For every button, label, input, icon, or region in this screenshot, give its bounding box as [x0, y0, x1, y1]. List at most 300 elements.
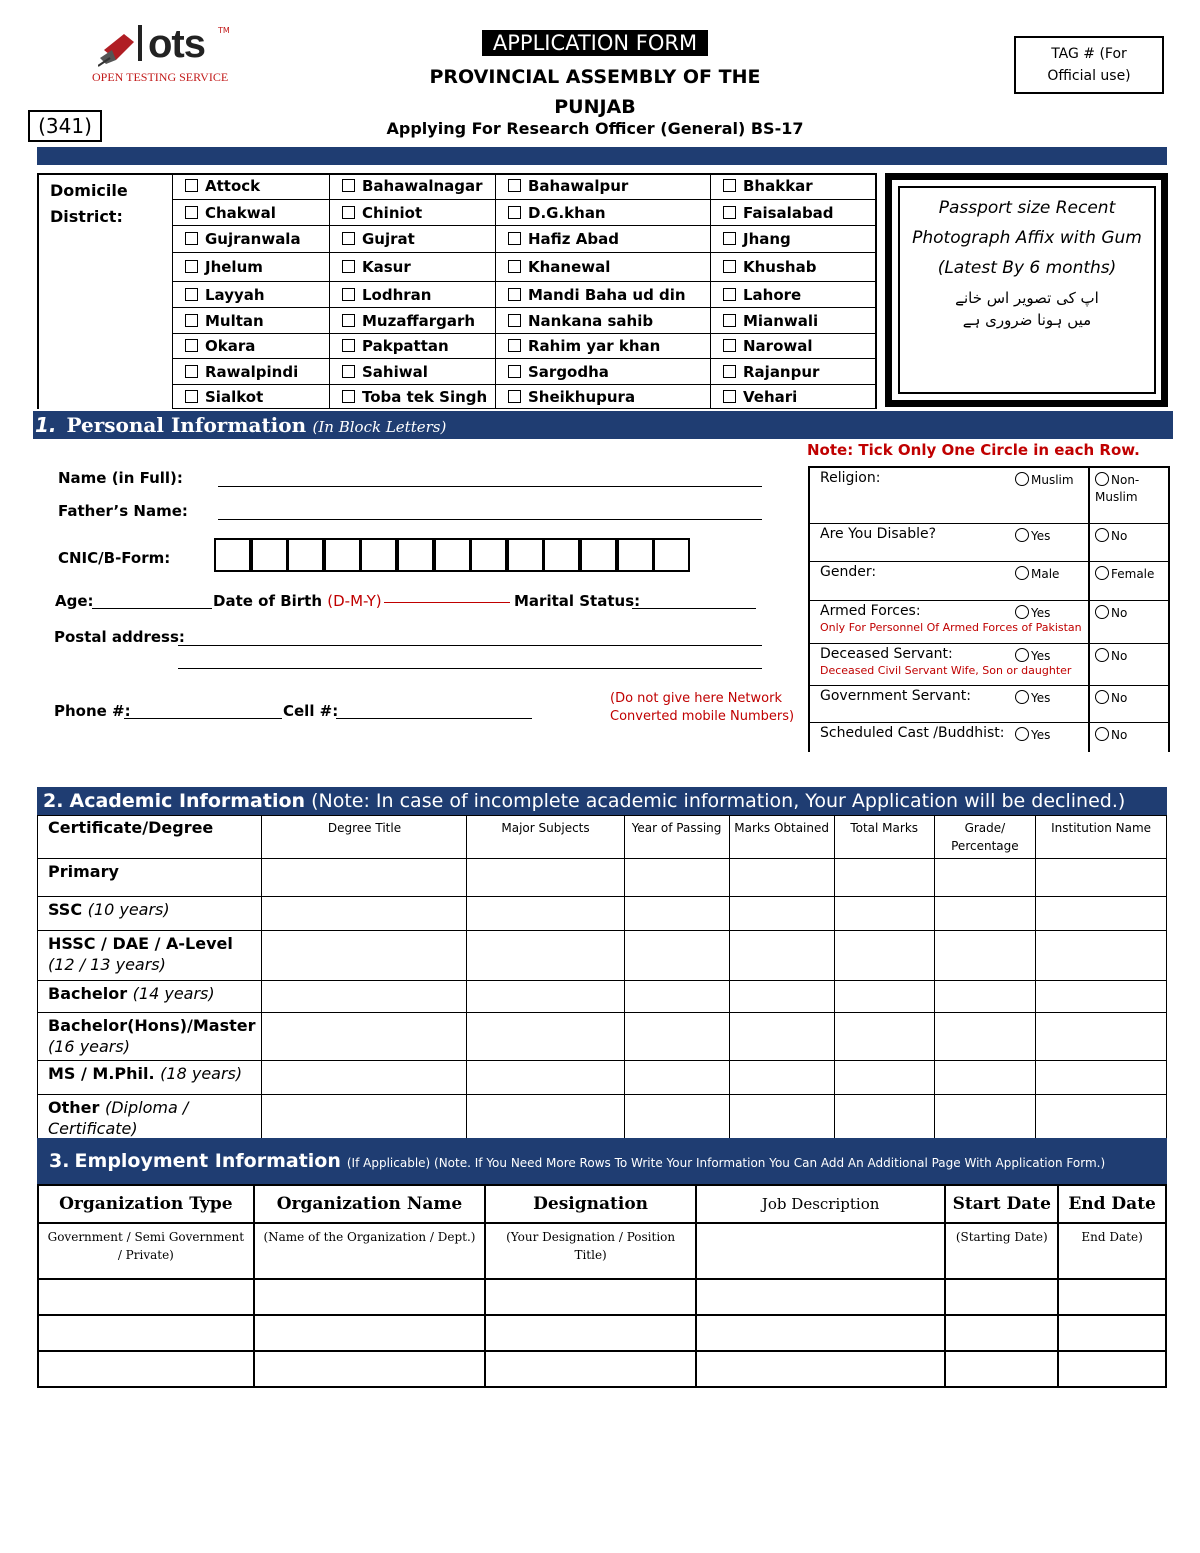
academic-entry-cell[interactable]	[934, 859, 1036, 897]
district-label: Jhelum	[205, 258, 263, 276]
checkbox-icon[interactable]	[508, 314, 521, 327]
academic-entry-cell[interactable]	[467, 897, 624, 931]
district-label: Chiniot	[362, 204, 423, 222]
academic-entry-cell[interactable]	[467, 1061, 624, 1095]
option-1[interactable]	[1015, 528, 1050, 543]
certificate-level: Bachelor (14 years)	[38, 981, 262, 1013]
tick-note: Note: Tick Only One Circle in each Row.	[807, 441, 1140, 459]
table-border	[1168, 468, 1170, 523]
district-option[interactable]	[172, 308, 329, 334]
district-option[interactable]	[329, 200, 495, 226]
question-sublabel: Deceased Civil Servant Wife, Son or daughter	[820, 664, 1072, 677]
academic-row	[38, 897, 1167, 931]
option-2[interactable]	[1095, 605, 1163, 622]
radio-circle-icon[interactable]	[1095, 690, 1109, 704]
district-option[interactable]	[495, 359, 710, 385]
district-label: Lodhran	[362, 286, 432, 304]
domicile-label: Domicile District:	[50, 181, 128, 226]
question-label: Deceased Servant:	[820, 646, 953, 662]
employment-hint-cell[interactable]: (Your Designation / Position Title)	[485, 1223, 696, 1279]
option-1[interactable]	[1015, 648, 1050, 663]
checkbox-icon[interactable]	[185, 339, 198, 352]
question-sublabel: Only For Personnel Of Armed Forces of Pakistan	[820, 621, 1082, 634]
district-label: Bahawalpur	[528, 177, 629, 195]
employment-hint-cell[interactable]: End Date)	[1058, 1223, 1166, 1279]
district-label: Muzaffargarh	[362, 312, 476, 330]
option-label: Muslim	[1031, 473, 1074, 487]
table-border	[1168, 723, 1170, 752]
checkbox-icon[interactable]	[185, 314, 198, 327]
question-label: Are You Disable?	[820, 526, 937, 542]
academic-column-header: Certificate/Degree	[38, 816, 262, 859]
checkbox-icon[interactable]	[342, 206, 355, 219]
option-2[interactable]	[1095, 566, 1163, 583]
employment-entry-cell[interactable]	[1058, 1279, 1166, 1315]
district-option[interactable]	[710, 173, 877, 200]
academic-entry-cell[interactable]	[934, 1061, 1036, 1095]
option-label: No	[1111, 649, 1128, 663]
academic-entry-cell[interactable]	[262, 931, 467, 981]
organization-line-1: PROVINCIAL ASSEMBLY OF THE	[429, 66, 761, 88]
cnic-digit-box[interactable]	[653, 538, 690, 572]
postal-address-field-1[interactable]	[178, 645, 762, 646]
radio-circle-icon[interactable]	[1015, 690, 1029, 704]
employment-entry-cell[interactable]	[254, 1279, 486, 1315]
checkbox-icon[interactable]	[508, 179, 521, 192]
header-divider-bar	[37, 147, 1167, 165]
postal-address-field-2[interactable]	[178, 668, 762, 669]
checkbox-icon[interactable]	[508, 206, 521, 219]
cnic-digit-box[interactable]	[543, 538, 580, 572]
employment-entry-cell[interactable]	[38, 1351, 254, 1387]
marital-status-label: Marital Status:	[514, 592, 641, 610]
district-option[interactable]	[710, 253, 877, 282]
certificate-level: MS / M.Phil. (18 years)	[38, 1061, 262, 1095]
academic-entry-cell[interactable]	[467, 859, 624, 897]
employment-entry-cell[interactable]	[485, 1279, 696, 1315]
cnic-digit-box[interactable]	[580, 538, 617, 572]
section-academic-header: 2. Academic Information (Note: In case of incomplete academic information, Your Application will be declined.)	[37, 787, 1167, 815]
employment-column-header: Start Date	[945, 1185, 1058, 1223]
option-1[interactable]	[1015, 727, 1050, 742]
employment-entry-cell[interactable]	[696, 1315, 945, 1351]
checkbox-icon[interactable]	[342, 260, 355, 273]
radio-circle-icon[interactable]	[1015, 566, 1029, 580]
academic-entry-cell[interactable]	[262, 897, 467, 931]
employment-entry-cell[interactable]	[945, 1279, 1058, 1315]
cnic-digit-box[interactable]	[324, 538, 361, 572]
radio-circle-icon[interactable]	[1095, 727, 1109, 741]
academic-row	[38, 931, 1167, 981]
radio-circle-icon[interactable]	[1095, 528, 1109, 542]
academic-entry-cell[interactable]	[624, 1095, 729, 1143]
district-label: Gujranwala	[205, 230, 301, 248]
academic-entry-cell[interactable]	[262, 1095, 467, 1143]
cell-note: (Do not give here Network Converted mobile Numbers)	[610, 691, 795, 724]
district-option[interactable]	[710, 334, 877, 359]
academic-entry-cell[interactable]	[934, 897, 1036, 931]
checkbox-icon[interactable]	[508, 365, 521, 378]
academic-entry-cell[interactable]	[624, 897, 729, 931]
employment-entry-cell[interactable]	[485, 1315, 696, 1351]
academic-entry-cell[interactable]	[624, 931, 729, 981]
employment-entry-cell[interactable]	[1058, 1315, 1166, 1351]
table-border	[1168, 601, 1170, 643]
option-2[interactable]	[1095, 472, 1163, 506]
district-label: Khanewal	[528, 258, 611, 276]
academic-entry-cell[interactable]	[467, 931, 624, 981]
district-option[interactable]	[710, 308, 877, 334]
academic-row	[38, 981, 1167, 1013]
district-label: Chakwal	[205, 204, 276, 222]
option-label: Yes	[1031, 606, 1051, 620]
district-option[interactable]	[329, 308, 495, 334]
district-option[interactable]	[710, 200, 877, 226]
district-label: Nankana sahib	[528, 312, 654, 330]
employment-column-header: End Date	[1058, 1185, 1166, 1223]
checkbox-icon[interactable]	[342, 314, 355, 327]
checkbox-icon[interactable]	[185, 232, 198, 245]
cnic-digit-box[interactable]	[397, 538, 434, 572]
district-option[interactable]	[495, 253, 710, 282]
employment-hint-cell[interactable]: Government / Semi Government / Private)	[38, 1223, 254, 1279]
table-border	[1168, 686, 1170, 722]
checkbox-icon[interactable]	[342, 288, 355, 301]
district-option[interactable]	[495, 308, 710, 334]
option-1[interactable]	[1015, 605, 1050, 620]
district-label: Sialkot	[205, 388, 264, 406]
district-label: Khushab	[743, 258, 817, 276]
certificate-level: Other (Diploma / Certificate)	[38, 1095, 262, 1143]
academic-entry-cell[interactable]	[934, 981, 1036, 1013]
table-border	[1168, 644, 1170, 685]
district-label: Pakpattan	[362, 337, 449, 355]
district-label: Rahim yar khan	[528, 337, 661, 355]
employment-entry-cell[interactable]	[696, 1351, 945, 1387]
district-label: Gujrat	[362, 230, 415, 248]
academic-entry-cell[interactable]	[262, 1013, 467, 1061]
option-2[interactable]	[1095, 727, 1163, 744]
option-1[interactable]	[1015, 472, 1074, 487]
cnic-digit-box[interactable]	[507, 538, 544, 572]
checkbox-icon[interactable]	[723, 179, 736, 192]
district-option[interactable]	[710, 359, 877, 385]
cnic-digit-box[interactable]	[251, 538, 288, 572]
checkbox-icon[interactable]	[342, 365, 355, 378]
academic-column-header: Total Marks	[834, 816, 934, 859]
question-label: Religion:	[820, 470, 881, 486]
employment-entry-cell[interactable]	[254, 1315, 486, 1351]
academic-row	[38, 1061, 1167, 1095]
tick-question-row	[808, 723, 1170, 752]
academic-entry-cell[interactable]	[834, 931, 934, 981]
checkbox-icon[interactable]	[723, 390, 736, 403]
academic-entry-cell[interactable]	[834, 981, 934, 1013]
tick-question-row	[808, 644, 1170, 686]
academic-entry-cell[interactable]	[624, 1061, 729, 1095]
postal-address-label: Postal address:	[54, 628, 185, 646]
academic-entry-cell[interactable]	[934, 1095, 1036, 1143]
dob-label: Date of Birth (D-M-Y)	[213, 592, 382, 610]
district-label: Hafiz Abad	[528, 230, 619, 248]
age-field[interactable]	[92, 608, 212, 609]
academic-entry-cell[interactable]	[1036, 1095, 1167, 1143]
checkbox-icon[interactable]	[185, 260, 198, 273]
academic-entry-cell[interactable]	[467, 1013, 624, 1061]
radio-circle-icon[interactable]	[1015, 605, 1029, 619]
academic-row	[38, 859, 1167, 897]
academic-entry-cell[interactable]	[729, 981, 834, 1013]
district-label: Mianwali	[743, 312, 819, 330]
option-1[interactable]	[1015, 690, 1050, 705]
district-option[interactable]	[495, 334, 710, 359]
academic-entry-cell[interactable]	[467, 1095, 624, 1143]
father-name-label: Father’s Name:	[58, 502, 188, 520]
column-divider	[1088, 723, 1090, 752]
tick-question-row	[808, 686, 1170, 723]
cnic-digit-box[interactable]	[434, 538, 471, 572]
option-label: Yes	[1031, 529, 1051, 543]
question-label: Armed Forces:	[820, 603, 921, 619]
academic-entry-cell[interactable]	[834, 1061, 934, 1095]
district-option[interactable]	[172, 282, 329, 308]
checkbox-icon[interactable]	[508, 260, 521, 273]
cnic-digit-box[interactable]	[360, 538, 397, 572]
radio-circle-icon[interactable]	[1095, 472, 1109, 486]
employment-entry-cell[interactable]	[485, 1351, 696, 1387]
checkbox-icon[interactable]	[723, 288, 736, 301]
cnic-digit-box[interactable]	[470, 538, 507, 572]
academic-entry-cell[interactable]	[1036, 931, 1167, 981]
district-option[interactable]	[495, 226, 710, 253]
checkbox-icon[interactable]	[508, 339, 521, 352]
academic-entry-cell[interactable]	[934, 1013, 1036, 1061]
academic-entry-cell[interactable]	[729, 1013, 834, 1061]
district-option[interactable]	[329, 226, 495, 253]
academic-column-header: Year of Passing	[624, 816, 729, 859]
option-2[interactable]	[1095, 528, 1163, 545]
certificate-level: HSSC / DAE / A-Level (12 / 13 years)	[38, 931, 262, 981]
cell-field[interactable]	[336, 718, 532, 719]
academic-column-header: Marks Obtained	[729, 816, 834, 859]
photo-placeholder[interactable]	[898, 186, 1156, 394]
employment-entry-cell[interactable]	[945, 1351, 1058, 1387]
academic-row	[38, 1013, 1167, 1061]
district-label: Multan	[205, 312, 264, 330]
dob-field[interactable]	[384, 602, 510, 603]
district-option[interactable]	[329, 253, 495, 282]
option-label: No	[1111, 691, 1128, 705]
checkbox-icon[interactable]	[185, 288, 198, 301]
employment-entry-cell[interactable]	[1058, 1351, 1166, 1387]
employment-row	[38, 1279, 1166, 1315]
academic-entry-cell[interactable]	[624, 981, 729, 1013]
radio-circle-icon[interactable]	[1095, 566, 1109, 580]
option-label: Yes	[1031, 691, 1051, 705]
academic-entry-cell[interactable]	[834, 1013, 934, 1061]
cnic-digit-box[interactable]	[287, 538, 324, 572]
cnic-digit-box[interactable]	[617, 538, 654, 572]
option-2[interactable]	[1095, 648, 1163, 665]
employment-hint-cell[interactable]	[696, 1223, 945, 1279]
district-option[interactable]	[710, 282, 877, 308]
cnic-digit-box[interactable]	[214, 538, 251, 572]
academic-entry-cell[interactable]	[1036, 1061, 1167, 1095]
employment-hint-row	[38, 1223, 1166, 1279]
district-option[interactable]	[172, 253, 329, 282]
name-field[interactable]	[218, 486, 762, 487]
father-name-field[interactable]	[218, 519, 762, 520]
employment-column-header: Designation	[485, 1185, 696, 1223]
checkbox-icon[interactable]	[342, 339, 355, 352]
academic-entry-cell[interactable]	[934, 931, 1036, 981]
checkbox-icon[interactable]	[723, 260, 736, 273]
academic-entry-cell[interactable]	[262, 1061, 467, 1095]
academic-entry-cell[interactable]	[1036, 897, 1167, 931]
checkbox-icon[interactable]	[508, 288, 521, 301]
radio-circle-icon[interactable]	[1095, 648, 1109, 662]
checkbox-icon[interactable]	[342, 390, 355, 403]
academic-entry-cell[interactable]	[1036, 1013, 1167, 1061]
logo-subtitle: OPEN TESTING SERVICE	[92, 70, 229, 84]
district-option[interactable]	[172, 334, 329, 359]
district-option[interactable]	[710, 385, 877, 409]
district-option[interactable]	[495, 282, 710, 308]
academic-entry-cell[interactable]	[1036, 859, 1167, 897]
academic-entry-cell[interactable]	[729, 931, 834, 981]
photo-instructions-urdu: اپ کی تصویر اس خانے میں ہونا ضروری ہے	[955, 289, 1099, 329]
district-option[interactable]	[172, 385, 329, 409]
employment-hint-cell[interactable]: (Starting Date)	[945, 1223, 1058, 1279]
employment-table	[37, 1184, 1167, 1388]
academic-column-header: Major Subjects	[467, 816, 624, 859]
radio-circle-icon[interactable]	[1015, 528, 1029, 542]
cnic-label: CNIC/B-Form:	[58, 549, 171, 567]
marital-status-field[interactable]	[632, 608, 756, 609]
option-label: No	[1111, 606, 1128, 620]
district-option[interactable]	[329, 385, 495, 409]
academic-entry-cell[interactable]	[467, 981, 624, 1013]
academic-entry-cell[interactable]	[729, 897, 834, 931]
checkbox-icon[interactable]	[723, 232, 736, 245]
photo-instructions: Passport size Recent Photograph Affix with Gum (Latest By 6 months)	[912, 198, 1142, 278]
checkbox-icon[interactable]	[342, 179, 355, 192]
option-label: No	[1111, 529, 1128, 543]
employment-entry-cell[interactable]	[696, 1279, 945, 1315]
checkbox-icon[interactable]	[723, 339, 736, 352]
logo-text: ots	[138, 22, 205, 67]
district-option[interactable]	[172, 200, 329, 226]
phone-label: Phone #:	[54, 702, 131, 720]
district-label: Jhang	[743, 230, 791, 248]
academic-entry-cell[interactable]	[624, 859, 729, 897]
employment-entry-cell[interactable]	[945, 1315, 1058, 1351]
district-option[interactable]	[329, 173, 495, 200]
checkbox-icon[interactable]	[185, 179, 198, 192]
employment-entry-cell[interactable]	[38, 1315, 254, 1351]
district-label: Sahiwal	[362, 363, 428, 381]
logo-mark-icon	[98, 28, 138, 68]
option-2[interactable]	[1095, 690, 1163, 707]
radio-circle-icon[interactable]	[1015, 727, 1029, 741]
district-label: Lahore	[743, 286, 802, 304]
district-option[interactable]	[495, 200, 710, 226]
checkbox-icon[interactable]	[508, 232, 521, 245]
option-label: Yes	[1031, 728, 1051, 742]
district-option[interactable]	[329, 359, 495, 385]
checkbox-icon[interactable]	[185, 390, 198, 403]
checkbox-icon[interactable]	[723, 314, 736, 327]
academic-column-header: Institution Name	[1036, 816, 1167, 859]
academic-entry-cell[interactable]	[729, 1095, 834, 1143]
district-label: Okara	[205, 337, 256, 355]
district-option[interactable]	[329, 282, 495, 308]
academic-table	[37, 815, 1167, 1143]
certificate-level: Primary	[38, 859, 262, 897]
district-label: Faisalabad	[743, 204, 834, 222]
academic-entry-cell[interactable]	[624, 1013, 729, 1061]
district-label: Rawalpindi	[205, 363, 299, 381]
option-1[interactable]	[1015, 566, 1059, 581]
employment-hint-cell[interactable]: (Name of the Organization / Dept.)	[254, 1223, 486, 1279]
radio-circle-icon[interactable]	[1015, 472, 1029, 486]
column-divider	[1088, 644, 1090, 685]
district-option[interactable]	[172, 226, 329, 253]
post-title: Applying For Research Officer (General) BS-17	[386, 119, 804, 138]
option-label: No	[1111, 728, 1128, 742]
academic-entry-cell[interactable]	[262, 859, 467, 897]
district-label: Kasur	[362, 258, 411, 276]
checkbox-icon[interactable]	[723, 365, 736, 378]
district-option[interactable]	[329, 334, 495, 359]
checkbox-icon[interactable]	[508, 390, 521, 403]
district-label: Narowal	[743, 337, 813, 355]
academic-entry-cell[interactable]	[834, 859, 934, 897]
district-label: Bahawalnagar	[362, 177, 483, 195]
district-option[interactable]	[710, 226, 877, 253]
employment-column-header: Job Description	[696, 1185, 945, 1223]
radio-circle-icon[interactable]	[1095, 605, 1109, 619]
employment-column-header: Organization Type	[38, 1185, 254, 1223]
form-code: (341)	[28, 110, 102, 142]
checkbox-icon[interactable]	[342, 232, 355, 245]
academic-entry-cell[interactable]	[834, 897, 934, 931]
district-option[interactable]	[495, 385, 710, 409]
academic-entry-cell[interactable]	[1036, 981, 1167, 1013]
checkbox-icon[interactable]	[723, 206, 736, 219]
phone-field[interactable]	[124, 718, 282, 719]
academic-entry-cell[interactable]	[729, 859, 834, 897]
name-label: Name (in Full):	[58, 469, 183, 487]
district-label: Toba tek Singh	[362, 388, 488, 406]
certificate-level: SSC (10 years)	[38, 897, 262, 931]
employment-entry-cell[interactable]	[254, 1351, 486, 1387]
checkbox-icon[interactable]	[185, 206, 198, 219]
organization-line-2: PUNJAB	[554, 96, 636, 118]
academic-column-header: Degree Title	[262, 816, 467, 859]
checkbox-icon[interactable]	[185, 365, 198, 378]
academic-entry-cell[interactable]	[262, 981, 467, 1013]
employment-entry-cell[interactable]	[38, 1279, 254, 1315]
radio-circle-icon[interactable]	[1015, 648, 1029, 662]
form-title: APPLICATION FORM	[482, 30, 708, 56]
column-divider	[1088, 686, 1090, 722]
district-option[interactable]	[172, 359, 329, 385]
academic-entry-cell[interactable]	[834, 1095, 934, 1143]
academic-entry-cell[interactable]	[729, 1061, 834, 1095]
district-option[interactable]	[495, 173, 710, 200]
district-option[interactable]	[172, 173, 329, 200]
